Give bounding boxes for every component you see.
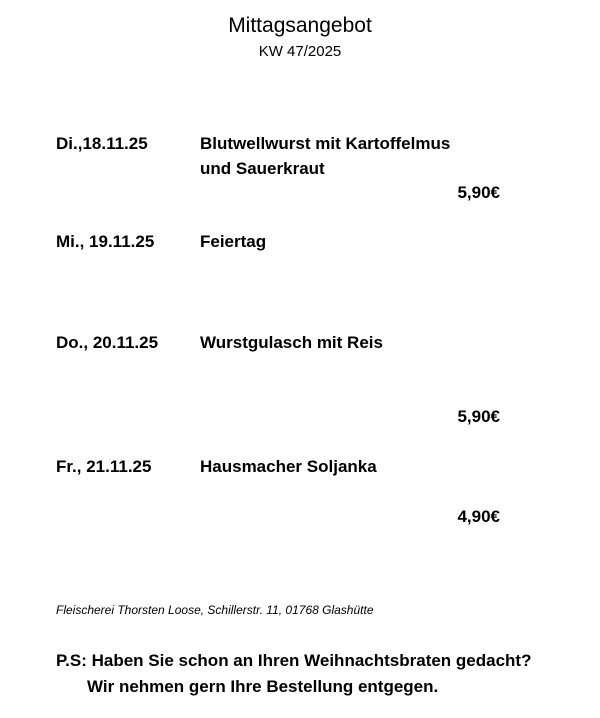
menu-dish-tuesday-line2: und Sauerkraut [200, 159, 325, 178]
menu-price-thursday: 5,90€ [457, 407, 500, 426]
ps-line-1: P.S: Haben Sie schon an Ihren Weihnachtsbraten gedacht? [56, 651, 532, 670]
menu-day-friday: Fr., 21.11.25 [56, 457, 152, 476]
page-title: Mittagsangebot [228, 14, 372, 37]
footer-address: Fleischerei Thorsten Loose, Schillerstr. 11, 01768 Glashütte [56, 603, 374, 617]
menu-dish-tuesday-line1: Blutwellwurst mit Kartoffelmus [200, 134, 451, 153]
menu-dish-thursday: Wurstgulasch mit Reis [200, 333, 383, 352]
menu-dish-wednesday: Feiertag [200, 232, 267, 251]
menu-price-friday: 4,90€ [457, 507, 500, 526]
week-label: KW 47/2025 [258, 43, 342, 60]
ps-line-2: Wir nehmen gern Ihre Bestellung entgegen. [87, 677, 439, 696]
menu-price-tuesday: 5,90€ [457, 183, 500, 202]
menu-dish-friday: Hausmacher Soljanka [200, 457, 377, 476]
menu-day-thursday: Do., 20.11.25 [56, 333, 159, 352]
menu-day-wednesday: Mi., 19.11.25 [56, 232, 155, 251]
menu-day-tuesday: Di.,18.11.25 [56, 134, 148, 153]
